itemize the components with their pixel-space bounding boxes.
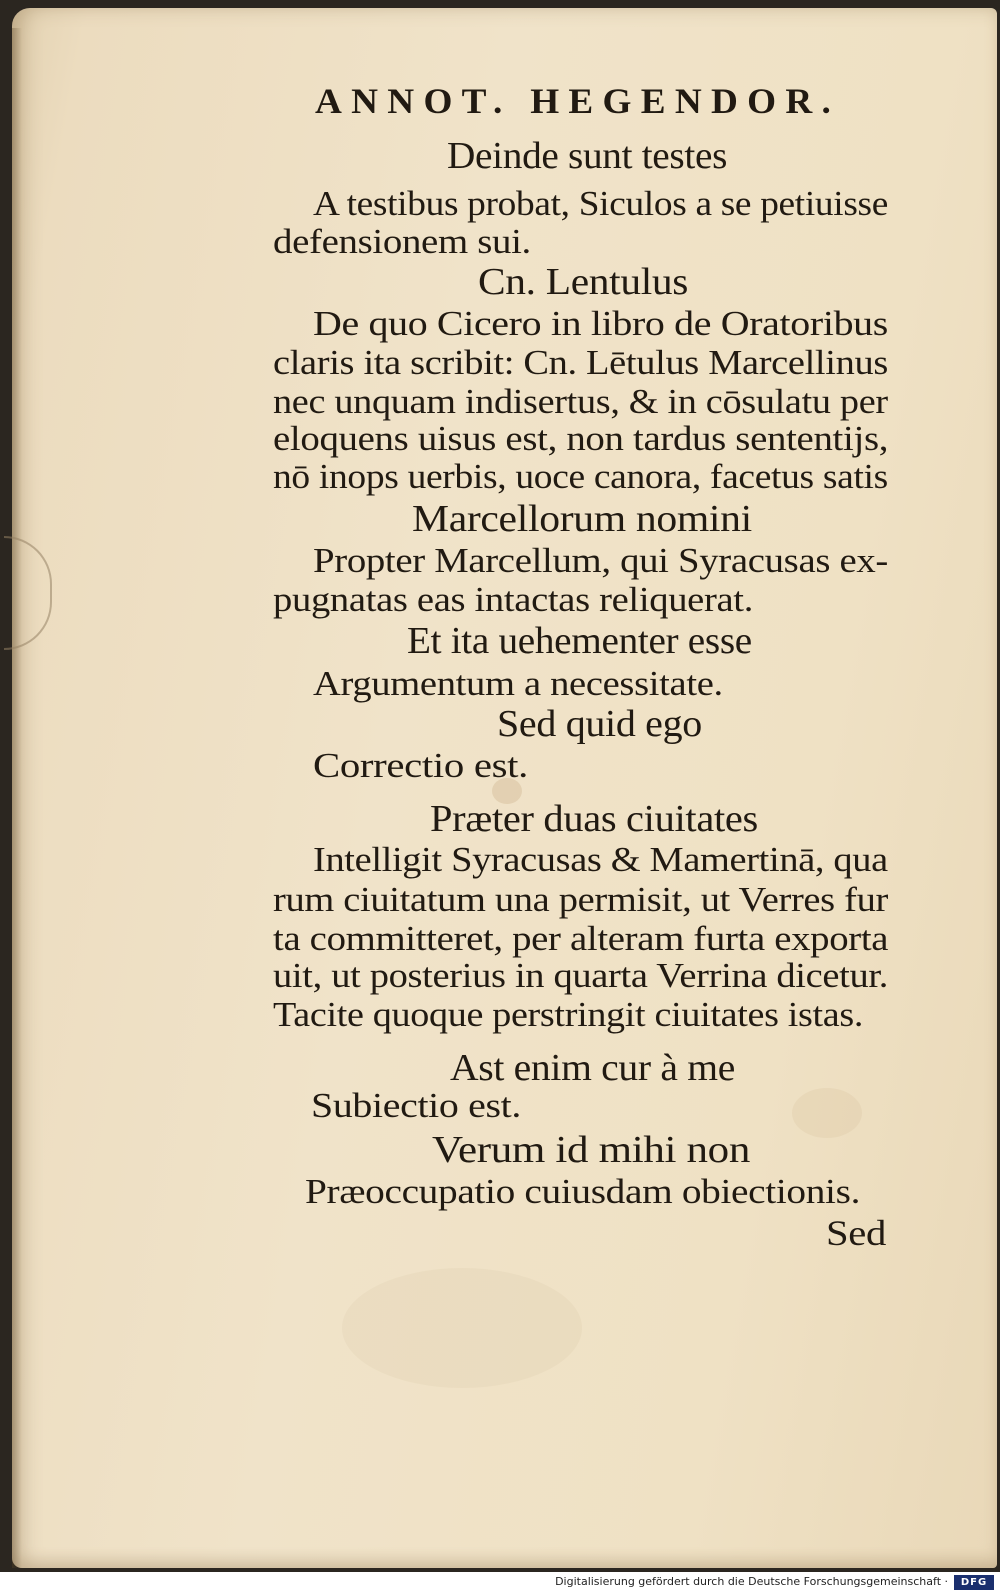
body-text-line: pugnatas eas intactas reliquerat. [273, 580, 754, 619]
body-text-line: Subiectio est. [311, 1086, 522, 1125]
lemma-heading: Sed quid ego [497, 703, 702, 745]
body-text-line: A testibus probat, Siculos a se petiuisse [313, 184, 889, 223]
body-text-line: defensionem sui. [273, 222, 531, 261]
catchword: Sed [826, 1213, 887, 1253]
body-text-line: Argumentum a necessitate. [313, 664, 723, 703]
running-header: ANNOT. HEGENDOR. [315, 81, 841, 121]
lemma-heading: Cn. Lentulus [478, 261, 689, 303]
body-text-line: ta committeret, per alteram furta exporta [273, 919, 889, 958]
body-text-line: Correctio est. [313, 746, 528, 785]
body-text-line: De quo Cicero in libro de Oratoribus [313, 304, 888, 343]
footer-credit: Digitalisierung gefördert durch die Deutsche Forschungsgemeinschaft · [555, 1575, 948, 1588]
body-text-line: Intelligit Syracusas & Mamertinā, qua [313, 840, 888, 879]
body-text-line: uit, ut posterius in quarta Verrina dicetur. [273, 956, 889, 995]
body-text-line: Tacite quoque perstringit ciuitates istas. [273, 995, 864, 1034]
lemma-heading: Ast enim cur à me [450, 1047, 735, 1089]
page-tab-mark [4, 536, 52, 650]
paper-stain [792, 1088, 862, 1138]
body-text-line: Propter Marcellum, qui Syracusas ex- [313, 541, 888, 580]
body-text-line: nō inops uerbis, uoce canora, facetus satis [273, 457, 888, 496]
page-gutter-shadow [12, 28, 22, 1568]
lemma-heading: Marcellorum nomini [412, 498, 752, 540]
body-text-line: Præoccupatio cuiusdam obiectionis. [305, 1172, 861, 1211]
body-text-line: claris ita scribit: Cn. Lētulus Marcellinus [273, 343, 888, 382]
lemma-heading: Verum id mihi non [432, 1129, 751, 1171]
lemma-heading: Deinde sunt testes [447, 135, 728, 177]
paper-stain [342, 1268, 582, 1388]
body-text-line: nec unquam indisertus, & in cōsulatu per [273, 382, 888, 421]
body-text-line: eloquens uisus est, non tardus sententijs, [273, 419, 889, 458]
lemma-heading: Præter duas ciuitates [430, 798, 758, 840]
body-text-line: rum ciuitatum una permisit, ut Verres fur [273, 880, 888, 919]
lemma-heading: Et ita uehementer esse [407, 620, 752, 662]
dfg-logo: DFG [954, 1575, 994, 1590]
digitization-footer [0, 1572, 1000, 1594]
